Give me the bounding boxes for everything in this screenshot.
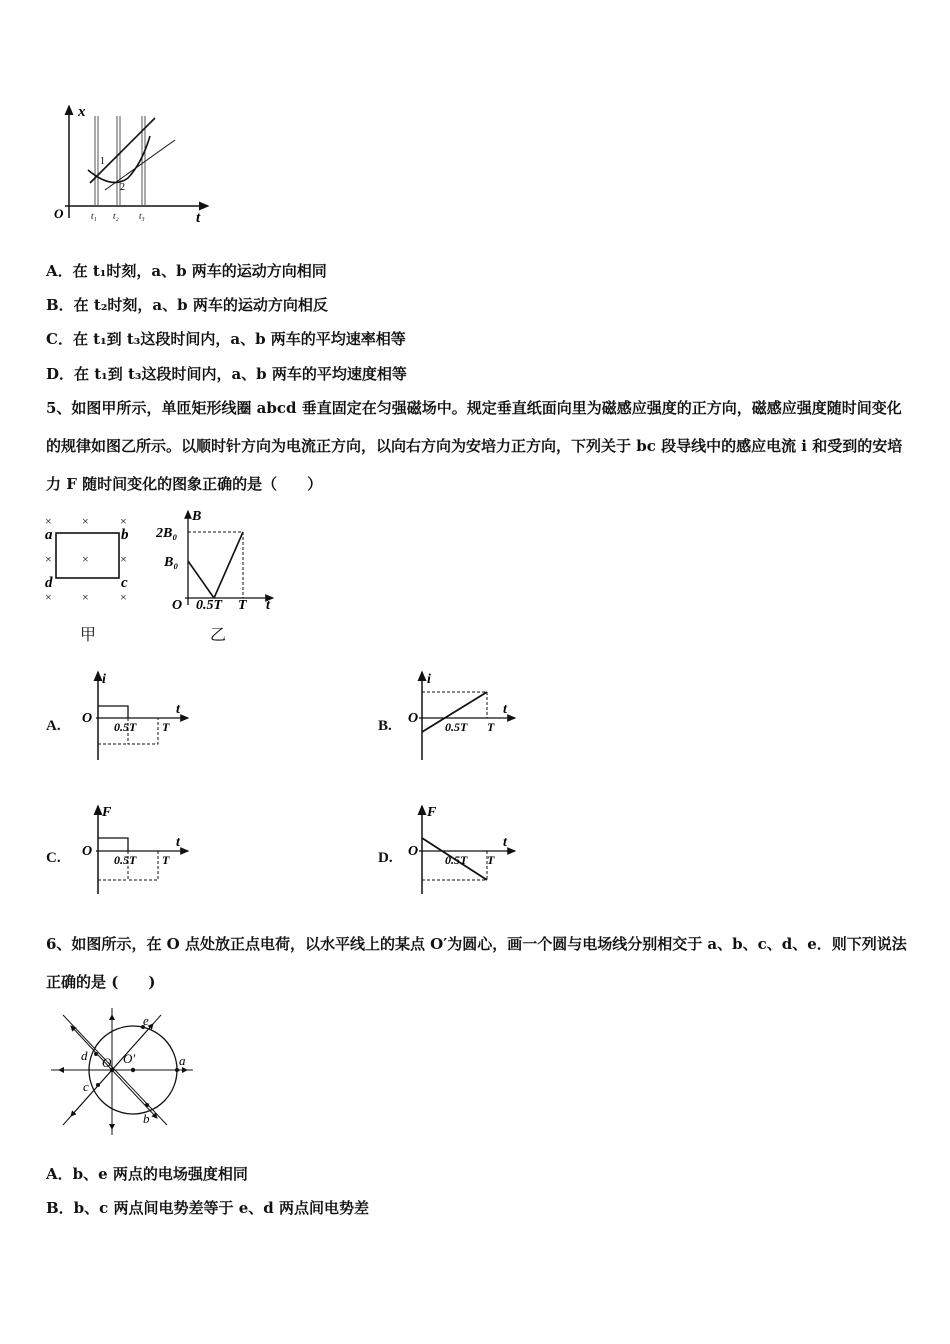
q5-option-d-label: D. (378, 850, 393, 866)
T-label: T (487, 720, 495, 734)
B-graph-rise (214, 532, 243, 598)
i-axis-label: i (102, 672, 106, 687)
T-label: T (238, 598, 247, 613)
t-axis-label: t (503, 702, 507, 717)
i-graph (98, 706, 128, 718)
t-axis-label: t (176, 835, 180, 850)
q4-option-a: A．在 t₁时刻，a、b 两车的运动方向相同 (46, 262, 327, 280)
q4-option-d: D．在 t₁到 t₃这段时间内，a、b 两车的平均速度相等 (46, 365, 407, 383)
corner-d: d (45, 575, 53, 591)
t1-label: t₁ (91, 211, 97, 221)
label-a: a (179, 1053, 186, 1068)
t-axis-label: t (196, 210, 201, 226)
q5-option-c-graph (78, 800, 198, 898)
point-d (94, 1052, 98, 1056)
label-b: b (143, 1111, 150, 1126)
corner-b: b (121, 527, 129, 543)
cross-mark: × (82, 552, 89, 566)
q5-fig-yi (150, 505, 280, 615)
x-axis-label: x (78, 104, 86, 120)
F-graph (98, 838, 128, 851)
label-c: c (83, 1079, 89, 1094)
t2-label: t₂ (113, 211, 119, 221)
half-T-label: 0.5T (445, 720, 468, 734)
q6-option-b: B．b、c 两点间电势差等于 e、d 两点间电势差 (46, 1199, 369, 1217)
label-d: d (81, 1048, 88, 1063)
label-O: O (102, 1055, 112, 1070)
half-T-label: 0.5T (114, 720, 137, 734)
q6-field-figure (45, 1005, 200, 1140)
i-axis-label: i (427, 672, 431, 687)
q4-option-c: C．在 t₁到 t₃这段时间内，a、b 两车的平均速率相等 (46, 330, 406, 348)
q5-option-c-label: C. (46, 850, 61, 866)
q5-option-a-label: A. (46, 718, 61, 734)
origin-label: O (172, 598, 183, 613)
point-a (175, 1068, 179, 1072)
q5-fig-jia (40, 510, 145, 610)
label-O-prime: O′ (123, 1051, 136, 1066)
cross-mark: × (120, 590, 127, 604)
point-c (96, 1083, 100, 1087)
half-T-label: 0.5T (196, 598, 223, 613)
half-T-label: 0.5T (445, 853, 468, 867)
cross-mark: × (45, 552, 52, 566)
point-b (145, 1103, 149, 1107)
cross-mark: × (45, 590, 52, 604)
label-e: e (143, 1013, 149, 1028)
q5-option-b-graph (405, 668, 525, 766)
q6-option-a: A．b、e 两点的电场强度相同 (46, 1165, 248, 1183)
t-axis-label: t (503, 835, 507, 850)
corner-c: c (121, 575, 128, 591)
t-axis-label: t (266, 598, 270, 613)
q6-question-text: 6、如图所示，在 O 点处放正点电荷，以水平线上的某点 O′为圆心，画一个圆与电场线分别相交于 a、b、c、d、e．则下列说法正确的是 ( ) (46, 935, 907, 991)
q5-option-d-graph (405, 800, 525, 898)
origin-label: O (82, 844, 93, 859)
cross-mark: × (120, 514, 127, 528)
B-axis-label: B (192, 509, 202, 524)
cross-mark: × (120, 552, 127, 566)
B-graph-fall (188, 561, 214, 598)
point-O-prime (131, 1068, 135, 1072)
2B0-label: 2B₀ (156, 526, 178, 541)
q4-option-b: B．在 t₂时刻，a、b 两车的运动方向相反 (46, 296, 328, 314)
cross-mark: × (82, 590, 89, 604)
q5-question-text: 5、如图甲所示，单匝矩形线圈 abcd 垂直固定在匀强磁场中。规定垂直纸面向里为磁感应强度的正方向，磁感应强度随时间变化的规律如图乙所示。以顺时针方向为电流正方向，以向右方向为安培力正方向，下列关于 bc 段导线中的感应电流 i 和受到的安培力 F 随时间变化的图象正确的是（ ） (46, 399, 903, 493)
origin-label: O (408, 711, 419, 726)
fig-yi-caption: 乙 (210, 627, 227, 644)
cross-mark: × (45, 514, 52, 528)
origin-label: O (54, 206, 64, 221)
F-axis-label: F (427, 805, 437, 820)
t-axis-label: t (176, 702, 180, 717)
origin-label: O (82, 711, 93, 726)
corner-a: a (45, 527, 53, 543)
fig-jia-caption: 甲 (80, 627, 97, 644)
F-axis-label: F (102, 805, 112, 820)
T-label: T (487, 853, 495, 867)
q5-option-b-label: B. (378, 718, 392, 734)
t3-label: t₃ (139, 211, 145, 221)
line-2-label: 2 (120, 182, 125, 193)
q4-xt-graph (50, 98, 215, 228)
q5-option-a-graph (78, 668, 198, 766)
origin-label: O (408, 844, 419, 859)
line-1-label: 1 (100, 156, 105, 167)
T-label: T (162, 853, 170, 867)
T-label: T (162, 720, 170, 734)
B0-label: B₀ (164, 555, 179, 570)
cross-mark: × (82, 514, 89, 528)
half-T-label: 0.5T (114, 853, 137, 867)
